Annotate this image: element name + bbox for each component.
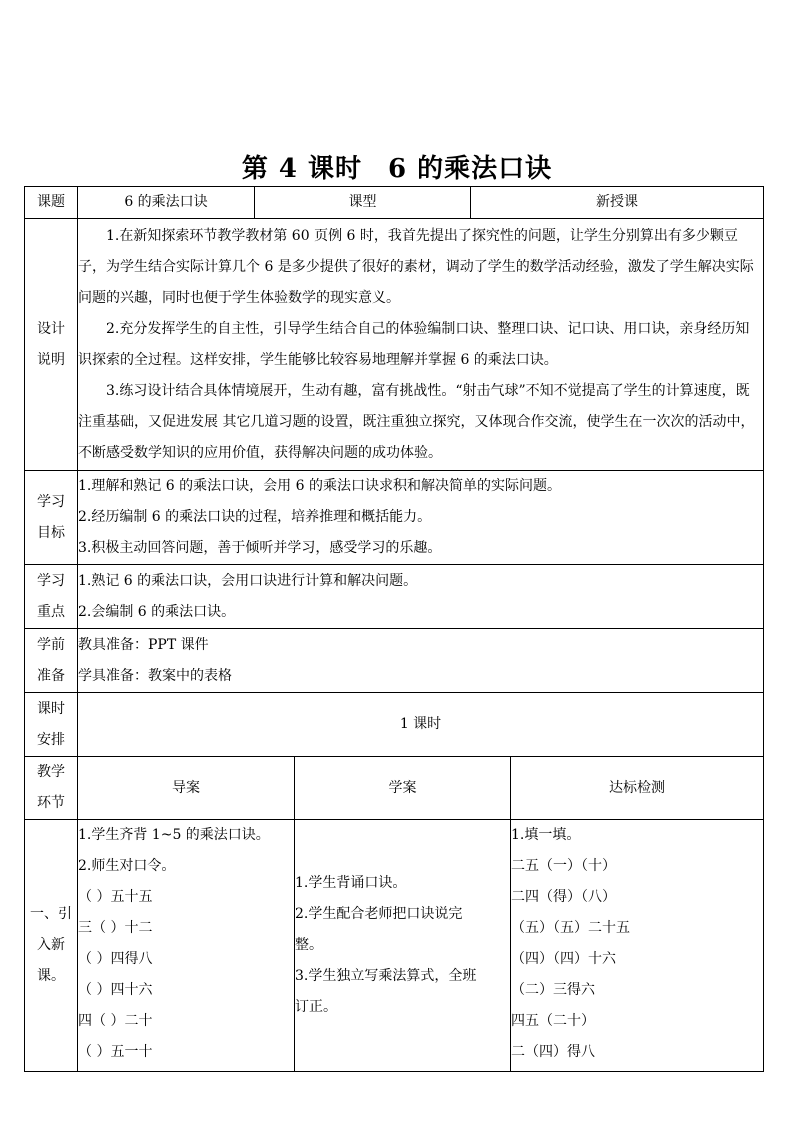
title-part-1: 第 4 课时 — [241, 154, 363, 184]
guide-line: （ ）五一十 — [78, 1044, 153, 1060]
guide-content — [78, 820, 295, 1072]
preparation-item: 教具准备：PPT 课件 — [78, 636, 209, 653]
topic-label: 课题 — [25, 187, 78, 219]
lesson-type-value: 新授课 — [471, 187, 764, 219]
check-content — [511, 820, 764, 1072]
row-preparation — [25, 629, 764, 693]
label-line: 学前 — [37, 636, 65, 653]
check-line: 二五（一）（十） — [511, 858, 616, 874]
key-points-content — [78, 565, 764, 629]
design-explanation-content — [78, 219, 764, 471]
guide-column-header: 导案 — [78, 757, 295, 820]
key-points-label — [25, 565, 78, 629]
introduction-label — [25, 820, 78, 1072]
check-line: 四五（二十） — [511, 1013, 595, 1029]
lesson-plan-table — [24, 186, 764, 1072]
row-learning-goals — [25, 471, 764, 565]
check-line: 二（四）得八 — [511, 1044, 595, 1060]
row-schedule — [25, 693, 764, 757]
guide-line: 2.师生对口令。 — [78, 858, 176, 874]
label-line: 准备 — [37, 667, 65, 684]
row-design-explanation — [25, 219, 764, 471]
study-column-header: 学案 — [295, 757, 511, 820]
learning-goals-label — [25, 471, 78, 565]
label-line: 课。 — [37, 968, 65, 984]
guide-line: 四（ ）二十 — [78, 1013, 153, 1029]
label-line: 重点 — [37, 603, 65, 620]
study-content — [295, 820, 511, 1072]
study-line: 1.学生背诵口诀。 — [295, 875, 407, 891]
check-line: （五）（五）二十五 — [511, 920, 630, 936]
lesson-type-label: 课型 — [255, 187, 471, 219]
page-title — [0, 148, 794, 185]
topic-value: 6 的乘法口诀 — [78, 187, 255, 219]
row-introduction — [25, 820, 764, 1072]
explanation-paragraph: 2.充分发挥学生的自主性，引导学生结合自己的体验编制口诀、整理口诀、记口诀、用口诀，亲身经历知识探索的全过程。这样安排，学生能够比较容易地理解并掌握 6 的乘法口诀。 — [78, 320, 750, 368]
design-explanation-label — [25, 219, 78, 471]
label-line: 学习 — [37, 493, 65, 510]
study-line: 订正。 — [295, 999, 337, 1015]
label-line: 学习 — [37, 572, 65, 589]
goal-item: 3.积极主动回答问题，善于倾听并学习，感受学习的乐趣。 — [78, 540, 442, 556]
label-line: 说明 — [37, 351, 65, 368]
row-section-headers — [25, 757, 764, 820]
guide-line: （ ）四得八 — [78, 951, 153, 967]
label-line: 一、引 — [30, 906, 72, 922]
label-line: 入新 — [37, 937, 65, 953]
teaching-stage-label — [25, 757, 78, 820]
preparation-label — [25, 629, 78, 693]
explanation-paragraph: 3.练习设计结合具体情境展开，生动有趣，富有挑战性。“射击气球”不知不觉提高了学生的计算速度，既注重基础，又促进发展 其它几道习题的设置，既注重独立探究，又体现合作交流，使学生在一次次的活动中，不断感受数学知识的应用价值，获得解决问题的成功体验。 — [78, 382, 755, 461]
learning-goals-content — [78, 471, 764, 565]
row-topic — [25, 187, 764, 219]
study-line: 2.学生配合老师把口诀说完 — [295, 906, 463, 922]
check-line: （二）三得六 — [511, 982, 595, 998]
preparation-item: 学具准备：教案中的表格 — [78, 667, 232, 684]
study-line: 整。 — [295, 937, 323, 953]
guide-line: 三（ ）十二 — [78, 920, 153, 936]
schedule-value: 1 课时 — [78, 693, 764, 757]
key-point-item: 2.会编制 6 的乘法口诀。 — [78, 603, 236, 620]
label-line: 教学 — [37, 764, 65, 780]
check-column-header: 达标检测 — [511, 757, 764, 820]
title-part-2: 6 的乘法口诀 — [388, 154, 553, 184]
explanation-paragraph: 1.在新知探索环节教学教材第 60 页例 6 时，我首先提出了探究性的问题，让学生分别算出有多少颗豆子，为学生结合实际计算几个 6 是多少提供了很好的素材，调动了学生的数学活动经验，激发了学生解决实际问题的兴趣，同时也便于学生体验数学的现实意义。 — [78, 227, 754, 306]
guide-line: （ ）四十六 — [78, 982, 153, 998]
row-key-points — [25, 565, 764, 629]
guide-line: （ ）五十五 — [78, 889, 153, 905]
schedule-label — [25, 693, 78, 757]
preparation-content — [78, 629, 764, 693]
study-line: 3.学生独立写乘法算式，全班 — [295, 968, 477, 984]
guide-line: 1.学生齐背 1~5 的乘法口诀。 — [78, 827, 270, 843]
goal-item: 2.经历编制 6 的乘法口诀的过程，培养推理和概括能力。 — [78, 509, 432, 525]
label-line: 课时 — [37, 700, 65, 717]
key-point-item: 1.熟记 6 的乘法口诀，会用口诀进行计算和解决问题。 — [78, 572, 418, 589]
check-line: 1.填一填。 — [511, 827, 581, 843]
label-line: 安排 — [37, 731, 65, 748]
label-line: 设计 — [37, 320, 65, 337]
check-line: （四）（四）十六 — [511, 951, 616, 967]
label-line: 环节 — [37, 795, 65, 811]
label-line: 目标 — [37, 524, 65, 541]
check-line: 二四（得）（八） — [511, 889, 616, 905]
goal-item: 1.理解和熟记 6 的乘法口诀，会用 6 的乘法口诀求积和解决简单的实际问题。 — [78, 478, 561, 494]
